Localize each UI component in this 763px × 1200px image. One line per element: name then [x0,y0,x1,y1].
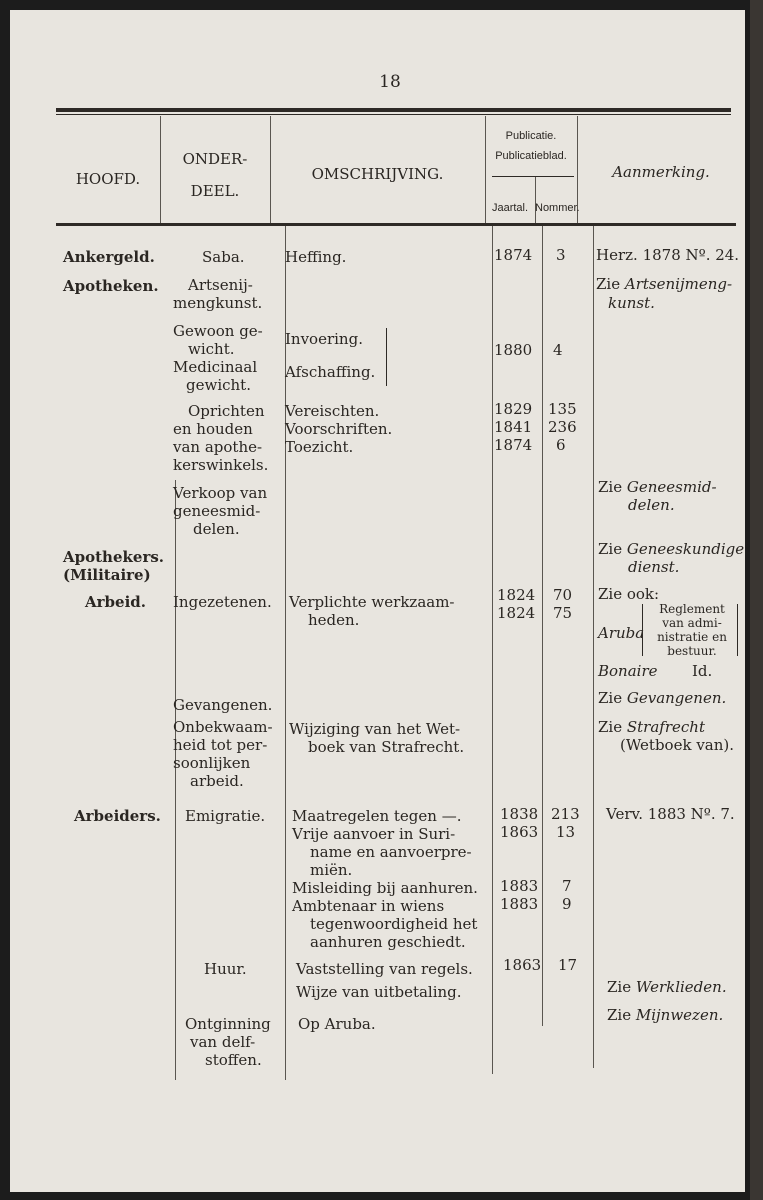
omschr-invoering: Invoering. [285,330,363,348]
onder-line: Verkoop van [173,484,268,502]
col-header-jaartal: Jaartal. [491,202,529,214]
aanm-werklieden: Zie Werklieden. [607,978,727,996]
omschr-line: Wijziging van het Wet- [289,720,461,738]
aanm-line: (Wetboek van). [620,736,735,754]
aanm-line: dienst. [628,558,680,576]
col-header-aanmerking: Aanmerking. [612,163,710,181]
omschr-line: boek van Strafrecht. [308,738,465,756]
onder-line: Gewoon ge- [173,322,263,340]
onder-line: stoffen. [205,1051,262,1069]
onder-line: geneesmid- [173,502,261,520]
aanm-line: kunst. [608,294,655,312]
onder-line: arbeid. [190,772,244,790]
onder-line: van apothe- [173,438,263,456]
omschr-line: Wijze van uitbetaling. [296,983,462,1001]
onder-line: Artsenij- [188,276,253,294]
aanm-gevangenen: Zie Gevangenen. [598,689,727,707]
aanm-line: delen. [628,496,675,514]
col-header-onderdeel-2: DEEL. [190,182,240,200]
header-bottom-rule [56,223,736,226]
onder-line: Medicinaal [173,358,258,376]
omschr-line: tegenwoordigheid het [310,915,478,933]
jaar: 1863 [503,956,542,974]
nr: 75 [553,604,573,622]
nr: 9 [562,895,572,913]
omschr-line: Verplichte werkzaam- [289,593,455,611]
omschr-line: Toezicht. [285,438,354,456]
col-header-omschrijving: OMSCHRIJVING. [311,165,444,183]
omschr-line: aanhuren geschiedt. [310,933,466,951]
onder-line: Ontginning [185,1015,271,1033]
onder-huur: Huur. [204,960,247,978]
col-header-publicatieblad: Publicatieblad. [495,150,567,162]
col-header-nommer: Nommer. [535,202,580,214]
column-divider [175,480,176,1080]
scan-edge [750,0,763,1200]
brace [386,328,387,386]
jaar: 1829 [494,400,533,418]
col-header-hoofd: HOOFD. [75,170,141,188]
hoofd-arbeid: Arbeid. [85,593,146,611]
omschr-op-aruba: Op Aruba. [298,1015,376,1033]
omschr-line: name en aanvoerpre- [310,843,472,861]
aanm-reglement-line: bestuur. [667,644,717,658]
brace [737,604,738,656]
nr: 7 [562,877,572,895]
book-page [10,10,745,1192]
onder-line: soonlijken [173,754,251,772]
omschr-line: miën. [310,861,353,879]
column-divider [492,226,493,1074]
jaar: 1880 [494,341,533,359]
col-header-publicatie: Publicatie. [505,130,557,142]
aanm-apotheken: Zie Artsenijmeng- [596,275,733,293]
publicatie-underline [492,176,574,177]
omschr-line: Vrije aanvoer in Suri- [292,825,456,843]
omschr-line: heden. [308,611,360,629]
page-number: 18 [379,72,401,92]
onder-line: heid tot per- [173,736,268,754]
aanm-reglement-line: nistratie en [657,630,727,644]
onder-line: mengkunst. [173,294,263,312]
aanm-zie-ook: Zie ook: [598,585,660,603]
hoofd-apothekers: Apothekers. [63,548,165,566]
nr: 17 [558,956,578,974]
column-divider [285,226,286,1080]
brace [642,604,643,656]
col-header-onderdeel-1: ONDER- [182,150,248,168]
aanm-ankergeld: Herz. 1878 Nº. 24. [596,246,740,264]
jaar: 1874 [494,436,533,454]
onder-line: Oprichten [188,402,265,420]
hoofd-arbeiders: Arbeiders. [74,807,161,825]
column-divider [593,226,594,1068]
omschr-afschaffing: Afschaffing. [285,363,376,381]
hoofd-ankergeld: Ankergeld. [63,248,155,266]
onder-line: kerswinkels. [173,456,269,474]
omschr-line: Ambtenaar in wiens [292,897,445,915]
aanm-reglement-line: van admi- [662,616,722,630]
onder-gevangenen: Gevangenen. [173,696,273,714]
jaar: 1863 [500,823,539,841]
nr: 13 [556,823,576,841]
aanm-bonaire: Bonaire [598,662,658,680]
jaar: 1838 [500,805,539,823]
jaar: 1874 [494,246,533,264]
jaar: 1883 [500,877,539,895]
jaar: 1824 [497,586,536,604]
onder-emigratie: Emigratie. [185,807,266,825]
omschr-line: Vaststelling van regels. [296,960,473,978]
aanm-arbeiders: Verv. 1883 Nº. 7. [606,805,735,823]
hoofd-militaire: (Militaire) [63,566,151,584]
nr: 236 [548,418,577,436]
jaar: 1883 [500,895,539,913]
omschr-heffing: Heffing. [285,248,347,266]
omschr-line: Maatregelen tegen —. [292,807,462,825]
top-rule [56,108,731,112]
aanm-id: Id. [692,662,713,680]
omschr-line: Voorschriften. [285,420,393,438]
onder-line: en houden [173,420,253,438]
nr: 3 [556,246,566,264]
onder-line: delen. [193,520,240,538]
header-divider [160,116,161,223]
aanm-strafrecht: Zie Strafrecht [598,718,705,736]
aanm-reglement-line: Reglement [659,602,725,616]
omschr-line: Misleiding bij aanhuren. [292,879,478,897]
onder-ingezetenen: Ingezetenen. [173,593,272,611]
hoofd-apotheken: Apotheken. [63,277,159,295]
onder-line: van delf- [190,1033,256,1051]
onder-line: gewicht. [186,376,251,394]
aanm-apothekers: Zie Geneeskundige [598,540,745,558]
nr: 6 [556,436,566,454]
column-divider [542,226,543,1026]
onder-line: Onbekwaam- [173,718,273,736]
nr: 213 [551,805,580,823]
aanm-verkoop: Zie Geneesmid- [598,478,717,496]
top-rule-thin [56,114,731,115]
aanm-aruba: Aruba [598,624,645,642]
aanm-mijnwezen: Zie Mijnwezen. [607,1006,724,1024]
omschr-line: Vereischten. [285,402,380,420]
nr: 4 [553,341,563,359]
nr: 135 [548,400,577,418]
onder-saba: Saba. [202,248,245,266]
onder-line: wicht. [188,340,235,358]
jaar: 1824 [497,604,536,622]
jaar: 1841 [494,418,533,436]
nr: 70 [553,586,573,604]
